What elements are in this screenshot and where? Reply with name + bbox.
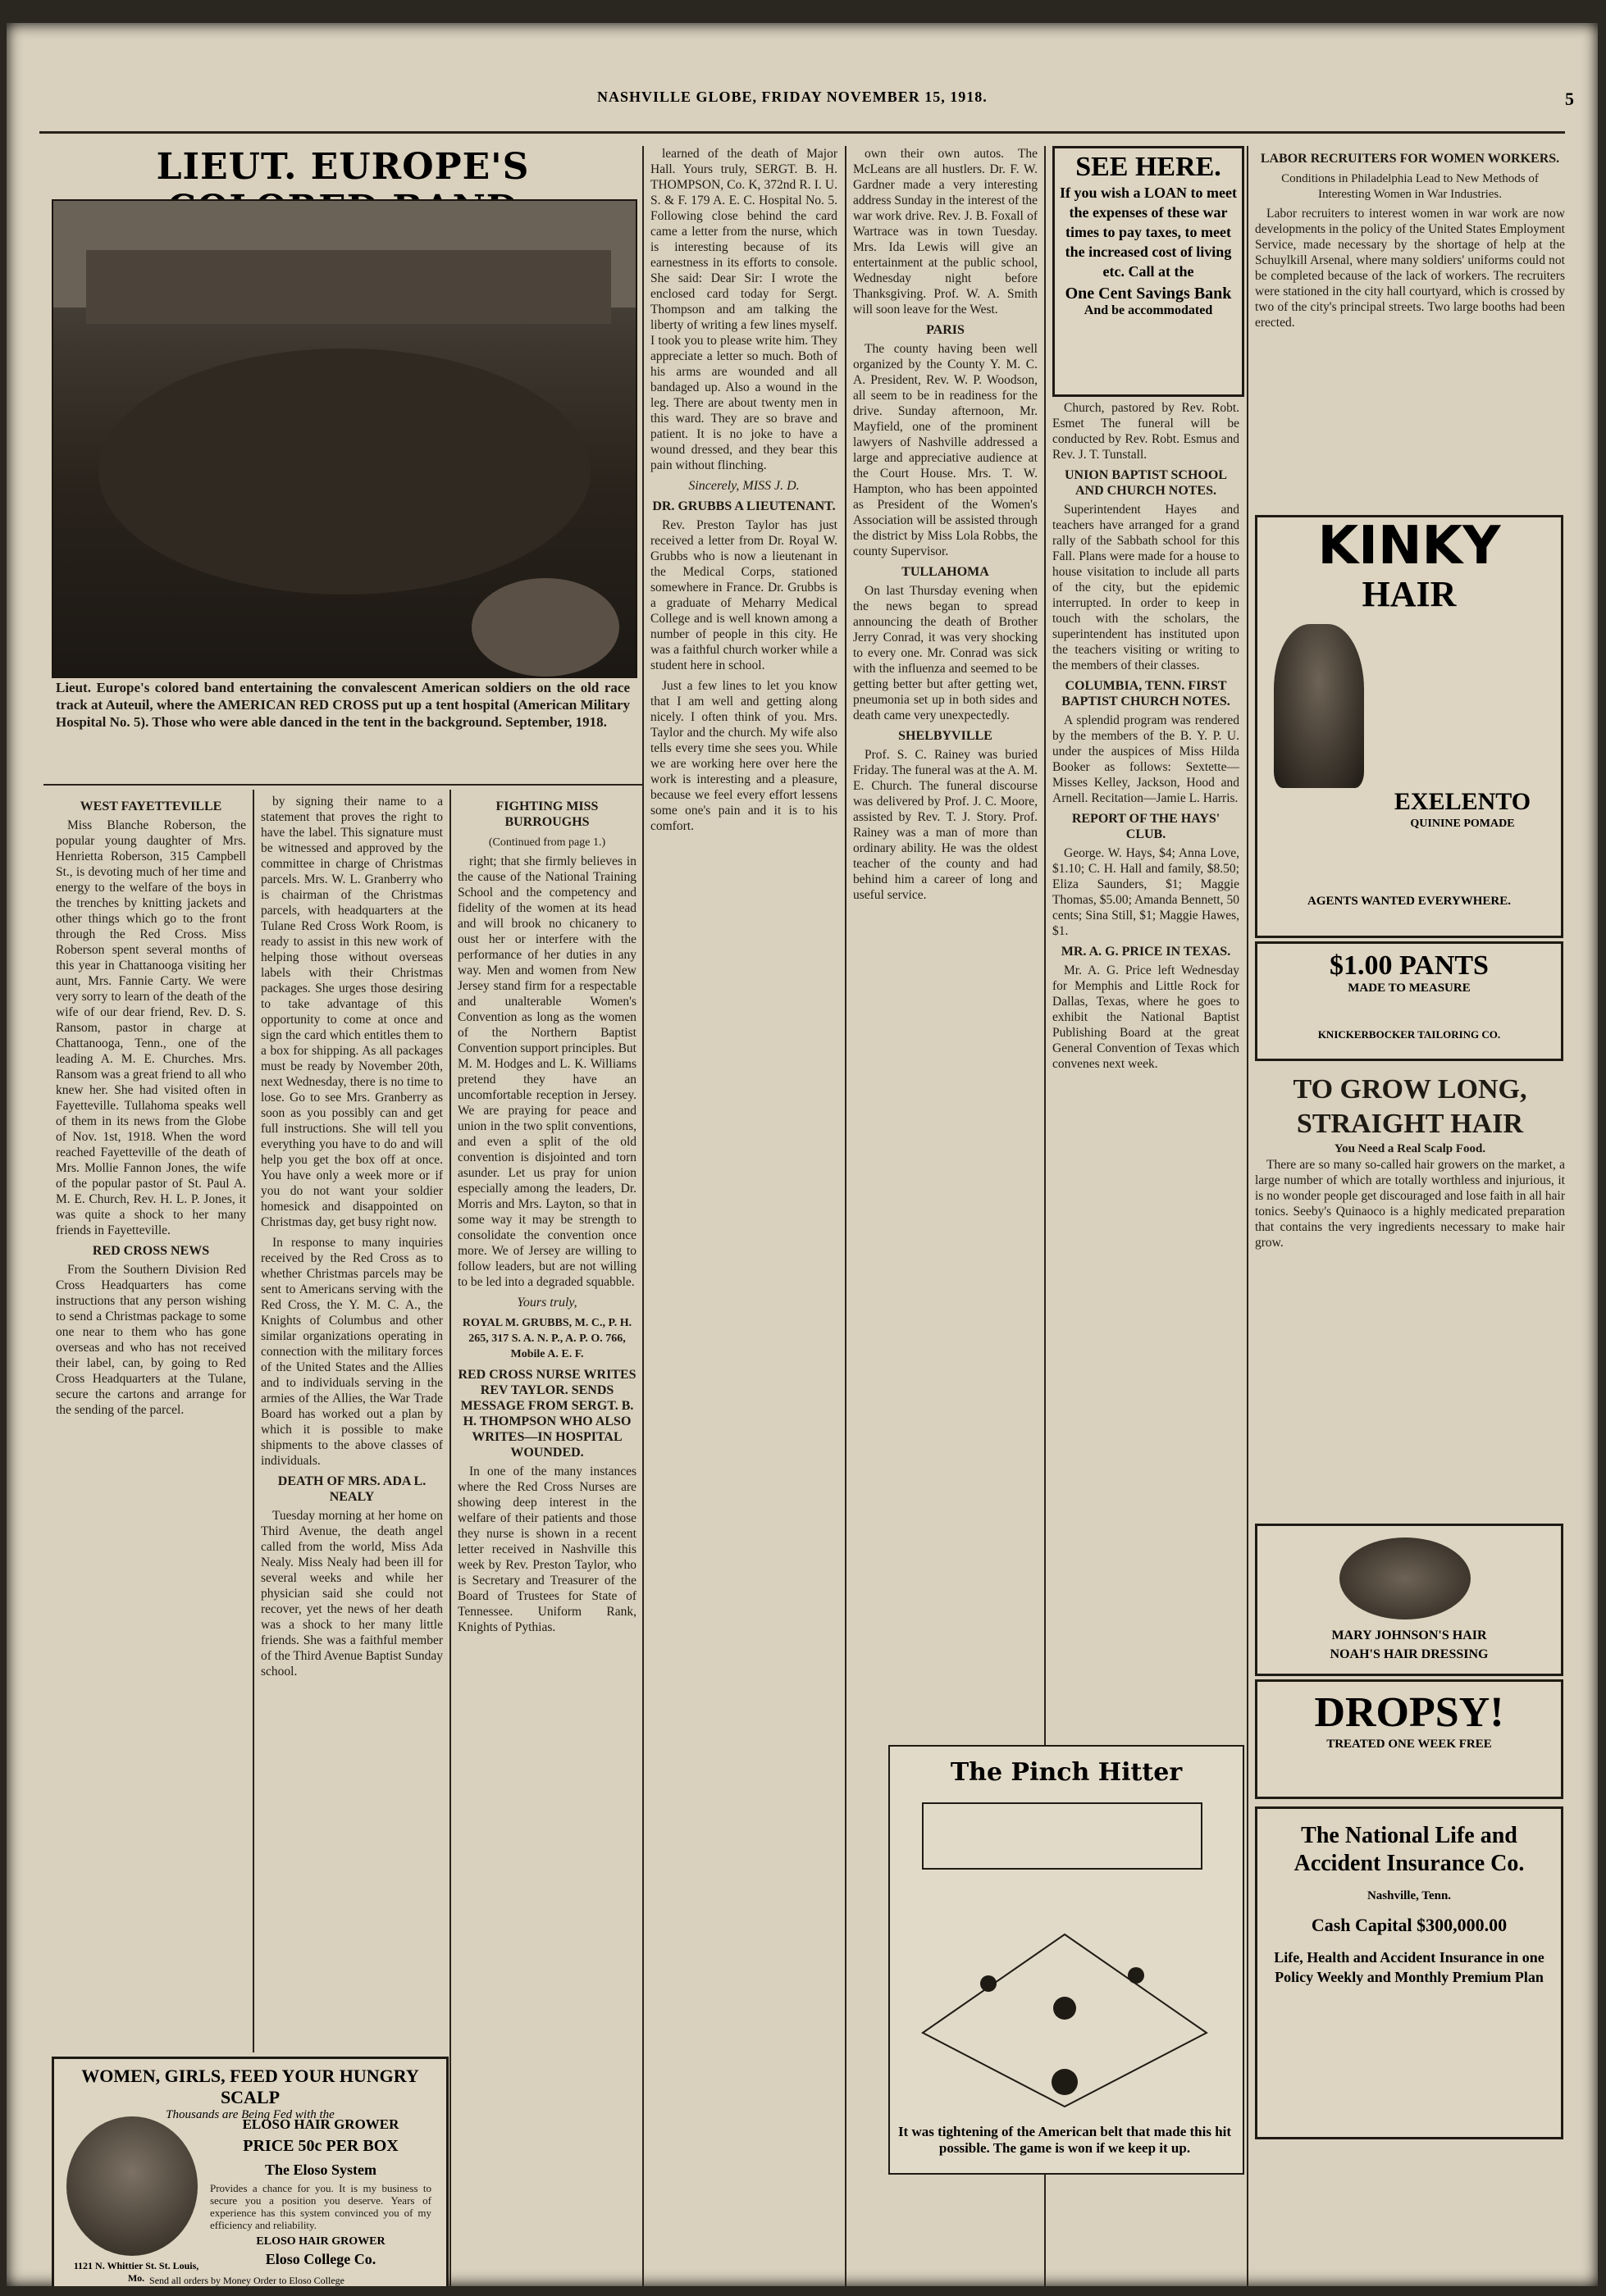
article-thompson-letter: learned of the death of Major Hall. Yours truly, SERGT. B. H. THOMPSON, Co. K, 372nd R. I. U. S. & F. 179 A. E. C. Hospital No. 5. Following close behind the card came a letter from the nurse, which is interesting because of its earnestness in its efforts to console. She said: Dear Sir: I wrote the enclosed card today for Sergt. Thompson and am talking the liberty of writing a few lines myself. I took you to please write him. They appreciate a letter so much. Both of his arms are wounded and all bandaged up. Also a wound in the leg. There are about twenty men in this ward. They are so brave and patient. It is no joke to have a wound dressed, and they bear this pain without flinching. xyxy=(650,147,837,472)
article-labor-recruiters: Labor recruiters to interest women in war work are now developments in the policy of the United States Employment Service, made necessary by the shortage of help at the Schuylkill Arsenal, where many soldiers' uniforms could not be completed because of the lack of workers. The recruiters were stationed in the city hall courtyard, which is crossed by two of the city's principal streets. Two large booths had been erected. xyxy=(1255,207,1565,330)
eloso-address: 1121 N. Whittier St. St. Louis, Mo. xyxy=(73,2260,199,2284)
dropsy-headline: DROPSY! xyxy=(1314,1689,1504,1736)
hair-headline: HAIR xyxy=(1362,574,1457,614)
heading-death-nealy: DEATH OF MRS. ADA L. NEALY xyxy=(277,1474,427,1504)
signature-grubbs: ROYAL M. GRUBBS, M. C., P. H. 265, 317 S. A. N. P., A. P. O. 766, Mobile A. E. F. xyxy=(462,1317,632,1360)
exelento-sub: QUININE POMADE xyxy=(1410,818,1515,830)
mary-johnson: MARY JOHNSON'S HAIR xyxy=(1331,1629,1487,1642)
pants-headline: $1.00 PANTS xyxy=(1330,950,1489,981)
article-paris: The county having been well organized by the County Y. M. C. A. President, Rev. W. P. Woodson, all seem to be in readiness for the drive. Sunday afternoon, Mr. Mayfield, one of the prominent lawyers of Nashville addressed a large and appreciative audience at the Court House. Mrs. T. W. Hampton, who has been appointed as President of the Women's Association will be assisted through the district by Miss Lola Robbs, the county Supervisor. xyxy=(853,342,1038,558)
national-life-ad xyxy=(1255,1806,1563,2139)
article-war-trade-board: In response to many inquiries received by the Red Cross as to whether Christmas parcels may be sent to Americans serving with the Red Cross, the Y. M. C. A., the Knights of Columbus and other similar organizations operating in connection with the military forces of the United States and the Allies and to individuals serving in the armies of the Allies, the War Trade Board has worked out a plan by which it is possible to make shipments to the above classes of individuals. xyxy=(261,1236,443,1468)
cartoon-title: The Pinch Hitter xyxy=(950,1758,1183,1787)
noah-dressing: NOAH'S HAIR DRESSING xyxy=(1330,1647,1489,1661)
kinky-hair-ad xyxy=(1255,515,1563,938)
loan-text: If you wish a LOAN to meet the expenses of these war times to pay taxes, to meet the increased cost of living etc. Call at the xyxy=(1060,184,1237,280)
noah-portrait xyxy=(1339,1538,1471,1620)
see-here-headline: SEE HERE. xyxy=(1075,152,1221,182)
article-union-baptist: Superintendent Hayes and teachers have arranged for a grand rally of the Sabbath school for this Fall. Plans were made for a house to house visitation to include all parts of the city, but the epidemic interrupted. In order to keep in touch with the scholars, the superintendent has instituted upon the teachers visiting or writing to the members of their classes. xyxy=(1052,503,1239,672)
article-hair-growers: There are so many so-called hair growers on the market, a large number of which are totally worthless and injurious, it is no wonder people get discouraged and lose faith in all hair tonics. Seeby's Quinaoco is a highly medicated preparation that contains the very ingredients necessary to make hair grow. xyxy=(1255,1158,1565,1250)
photo-caption: Lieut. Europe's colored band entertaining the convalescent American soldiers on the old race track at Auteuil, where the AMERICAN RED CROSS put up a tent hospital (American Military Hospital No. 5). Those who were able danced in the tent in the background. September, 1918. xyxy=(56,680,630,730)
column-4 xyxy=(650,146,837,2286)
pants-ad xyxy=(1255,941,1563,1061)
column-7-labor xyxy=(1255,146,1565,507)
cartoon-caption: It was tightening of the American belt that made this hit possible. The game is won if we keep it up. xyxy=(897,2124,1232,2156)
eloso-sub: Thousands are Being Fed with the xyxy=(166,2108,335,2121)
article-shelbyville: Prof. S. C. Rainey was buried Friday. The funeral was at the A. M. E. Church. The funeral discourse was delivered by Prof. J. C. Moore, assisted by Rev. T. J. Story. Prof. Rainey was a man of more than ordinary ability. He was the oldest teacher of the county and had behind him a career of long and useful service. xyxy=(853,748,1038,902)
kinky-headline: KINKY xyxy=(1317,516,1501,576)
article-red-cross-news: From the Southern Division Red Cross Headquarters has come instructions that any person wishing to send a Christmas package to some one near to them who has gone overseas and who has not received their label, can, by going to Red Cross Headquarters at the Tulane, secure the cartons and arrange for the sending of the parcel. xyxy=(56,1263,246,1417)
kinky-portrait xyxy=(1274,624,1364,788)
national-life-name: The National Life and Accident Insurance Co. xyxy=(1293,1823,1525,1876)
eloso-body: Provides a chance for you. It is my business to secure you a position you deserve. Years of experience has this system convinced you of my efficiency and reliability. xyxy=(210,2182,431,2231)
column-7-grow xyxy=(1255,1073,1565,1515)
column-6 xyxy=(1052,400,1239,2286)
article-red-cross-nurse: In one of the many instances where the Red Cross Nurses are showing deep interest in the welfare of their patients and those they nurse is shown in a recent letter received in Nashville this week by Rev. Preston Taylor, who is Secretary and Treasurer of the Board of Trustees for State of Tennessee. Uniform Rank, Knights of Pythias. xyxy=(458,1465,636,1634)
article-fighting-burroughs: right; that she firmly believes in the cause of the National Training School and the competency and fidelity of the women at its head and will brook no chicanery to oust her or interfere with the performance of her duties in any way. Men and women from New Jersey stand firm for a respectable and unalterable Women's Convention as long as the women of the Northern Baptist Convention support principles. But M. M. Hodges and L. K. Williams pretend they have an uncomfortable reception in Jersey. We are praying for peace and union in the two split conventions, and even a split of the old convention is disjointed and torn asunder. Let us pray for union especially among the leaders, Dr. Morris and Mrs. Layton, so that in some way it may be strength to consolidate the convention once more. We of Jersey are willing to follow leaders, but are not willing to be led into a degraded squabble. xyxy=(458,854,636,1289)
nurse-signature: Sincerely, MISS J. D. xyxy=(688,479,800,493)
eloso-system: The Eloso System xyxy=(264,2162,376,2178)
continued-note: (Continued from page 1.) xyxy=(488,836,606,849)
column-5 xyxy=(853,146,1038,1737)
page-number: 5 xyxy=(1565,89,1574,109)
dropsy-ad xyxy=(1255,1679,1563,1799)
headline-banner: LIEUT. EUROPE'S xyxy=(156,146,530,188)
article-west-fayetteville: Miss Blanche Roberson, the popular young daughter of Mrs. Henrietta Roberson, 315 Campbell St., is devoting much of her time and energy to the welfare of the boys in the trenches by knitting jackets and other things which go to the front through the Red Cross. Miss Roberson spent several months of this year in Chattanooga visiting her aunt, Mrs. Fannie Carty. We were very sorry to learn of the death of the wife of our dear friend, Rev. D. S. Ransom, pastor in charge at Chattanooga, Tenn., one of the leading A. M. E. Churches. Mrs. Ransom was a great friend to all who knew her. She had visited often in Fayetteville. Tullahoma speaks well of them in its news from the Globe of Nov. 1st, 1918. When the word reached Fayetteville of the death of Mrs. Mollie Fannon Jones, the wife of the popular pastor of St. Paul A. M. E. Church, Rev. H. L. P. Jones, it was quite a shock to her many friends in Fayetteville. xyxy=(56,818,246,1237)
top-rule xyxy=(39,131,1565,134)
article-shelbyville-locals: own their own autos. The McLeans are all hustlers. Dr. F. W. Gardner made a very interesting address Sunday in the interest of the war work drive. Rev. J. B. Foxall of Wartrace was in town Tuesday. Mrs. Ida Lewis will give an entertainment at the public school, Wednesday night before Thanksgiving. Prof. W. A. Smith will soon leave for the West. xyxy=(853,147,1038,317)
heading-hays-club: REPORT OF THE HAYS' CLUB. xyxy=(1071,812,1220,841)
masthead: NASHVILLE GLOBE, FRIDAY NOVEMBER 15, 1918. xyxy=(597,89,988,105)
column-2 xyxy=(261,794,443,2048)
eloso-maker: Eloso College Co. xyxy=(265,2251,376,2267)
article-grubbs-lieutenant: Rev. Preston Taylor has just received a letter from Dr. Royal W. Grubbs who is now a lieutenant in the Medical Corps, stationed somewhere in France. Dr. Grubbs is a graduate of Meharry Medical College and is well known among a number of people in this city. He was a faithful church worker while a student here in school. xyxy=(650,518,837,672)
heading-tullahoma: TULLAHOMA xyxy=(901,565,989,579)
eloso-hair-grower-ad xyxy=(52,2057,449,2286)
eloso-brand: ELOSO HAIR GROWER xyxy=(242,2116,399,2132)
national-life-footer: Life, Health and Accident Insurance in one Policy Weekly and Monthly Premium Plan xyxy=(1274,1949,1544,1985)
eloso-headline: WOMEN, GIRLS, FEED YOUR HUNGRY SCALP xyxy=(81,2066,419,2107)
agents-wanted: AGENTS WANTED EVERYWHERE. xyxy=(1307,895,1511,908)
heading-red-cross-nurse: RED CROSS NURSE WRITES REV TAYLOR. SENDS MESSAGE FROM SERGT. B. H. THOMPSON WHO ALSO WRITES—IN HOSPITAL WOUNDED. xyxy=(458,1368,636,1460)
bank-name: One Cent Savings Bank xyxy=(1065,285,1232,303)
article-price-texas: Mr. A. G. Price left Wednesday for Memphis and Little Rock for Dallas, Texas, where he goes to exhibit the National Baptist Publishing Board at the great General Convention of Texas which convenes next week. xyxy=(1052,963,1239,1071)
eloso-portrait xyxy=(66,2116,198,2256)
grow-sub: You Need a Real Scalp Food. xyxy=(1334,1142,1486,1155)
eloso-footer: ELOSO HAIR GROWER xyxy=(256,2235,386,2248)
heading-grubbs-lieutenant: DR. GRUBBS A LIEUTENANT. xyxy=(652,499,836,513)
article-tullahoma: On last Thursday evening when the news began to spread announcing the death of Brother Jerry Conrad, it was very shocking to every one. Mr. Conrad was sick with the influenza and seemed to be getting better but after getting wet, pneumonia set up in both sides and death came very unexpectedly. xyxy=(853,584,1038,722)
savings-bank-ad xyxy=(1052,146,1244,397)
heading-red-cross-news: RED CROSS NEWS xyxy=(92,1244,210,1258)
article-death-nealy: Tuesday morning at her home on Third Avenue, the death angel called from the world, Miss Ada Nealy. Miss Nealy had been ill for several weeks and while her physician said she could not recover, yet the news of her death was a shock to her many little friends. She was a faithful member of the Third Avenue Baptist Sunday school. xyxy=(261,1509,443,1679)
grow-headline: TO GROW LONG, STRAIGHT HAIR xyxy=(1293,1074,1527,1139)
photo-image xyxy=(53,201,636,676)
exelento-brand: EXELENTO xyxy=(1394,788,1531,815)
article-hays-club: George. W. Hays, $4; Anna Love, $1.10; C. H. Hall and family, $8.50; Eliza Saunders, $1; Maggie Thomas, $5.00; Amanda Bennett, 50 cents; Sina Still, $1; Maggie Hawes, $1. xyxy=(1052,846,1239,938)
dropsy-sub: TREATED ONE WEEK FREE xyxy=(1326,1738,1492,1751)
article-grubbs-letter: Just a few lines to let you know that I am well and getting along nicely. I often think of you. Mrs. Taylor and the church. My wife also tells every time she sees you. While we are working here over here the work is interesting and a pleasure, because we feel every effort lessens some one's pain and it is to his comfort. xyxy=(650,679,837,833)
heading-west-fayetteville: WEST FAYETTEVILLE xyxy=(80,800,222,813)
bank-footer: And be accommodated xyxy=(1084,303,1213,317)
band-photo xyxy=(52,199,637,678)
article-columbia: A splendid program was rendered by the members of the B. Y. P. U. under the auspices of Miss Hilda Booker as follows: Sextette—Misses Kelley, Jackson, Hood and Arnell. Recitation—Jamie L. Harris. xyxy=(1052,713,1239,805)
heading-fighting-burroughs: FIGHTING MISS BURROUGHS xyxy=(495,800,599,829)
national-life-city: Nashville, Tenn. xyxy=(1366,1889,1452,1902)
sign-off: Yours truly, xyxy=(517,1296,577,1310)
noah-hair-ad xyxy=(1255,1524,1563,1676)
article-funeral: Church, pastored by Rev. Robt. Esmet The funeral will be conducted by Rev. Robt. Esmus and Rev. J. T. Tunstall. xyxy=(1052,401,1239,462)
national-life-capital: Cash Capital $300,000.00 xyxy=(1311,1915,1508,1935)
eloso-price: PRICE 50c PER BOX xyxy=(243,2137,399,2155)
heading-shelbyville: SHELBYVILLE xyxy=(898,729,992,743)
heading-columbia: COLUMBIA, TENN. FIRST BAPTIST CHURCH NOTES. xyxy=(1061,679,1230,708)
heading-price-texas: MR. A. G. PRICE IN TEXAS. xyxy=(1061,945,1231,959)
labor-subhead: Conditions in Philadelphia Lead to New Methods of Interesting Women in War Industries. xyxy=(1281,172,1539,201)
eloso-orders: Send all orders by Money Order to Eloso College xyxy=(149,2275,344,2286)
column-3 xyxy=(458,794,636,2286)
heading-labor-recruiters: LABOR RECRUITERS FOR WOMEN WORKERS. xyxy=(1260,152,1560,166)
pants-sub: MADE TO MEASURE xyxy=(1348,982,1471,995)
heading-union-baptist: UNION BAPTIST SCHOOL AND CHURCH NOTES. xyxy=(1065,468,1227,498)
heading-paris: PARIS xyxy=(926,323,965,337)
column-1 xyxy=(56,794,246,2048)
article-christmas-parcels: by signing their name to a statement that proves the right to have the label. This signature must be witnessed and approved by the committee in charge of Christmas parcels. Mrs. W. L. Granberry who is chairman of the Christmas parcels, with headquarters at the Tulane Red Cross Work Room, is ready to assist in this new work of helping those without overseas labels with their Christmas packages. She urges those desiring to take advantage of this opportunity to come at once and sign the card which entitles them to a box for shipping. As all packages must be ready by November 20th, next Wednesday, there is no time to lose. Go to see Mrs. Granberry as soon as you possibly can and get full instructions. She will tell you everything you have to do and will help you get the box off at once. You have only a week more or if you do not want your soldier homesick and disappointed on Christmas day, get busy right now. xyxy=(261,795,443,1229)
newspaper-page xyxy=(7,23,1598,2286)
pants-footer: KNICKERBOCKER TAILORING CO. xyxy=(1317,1028,1501,1041)
